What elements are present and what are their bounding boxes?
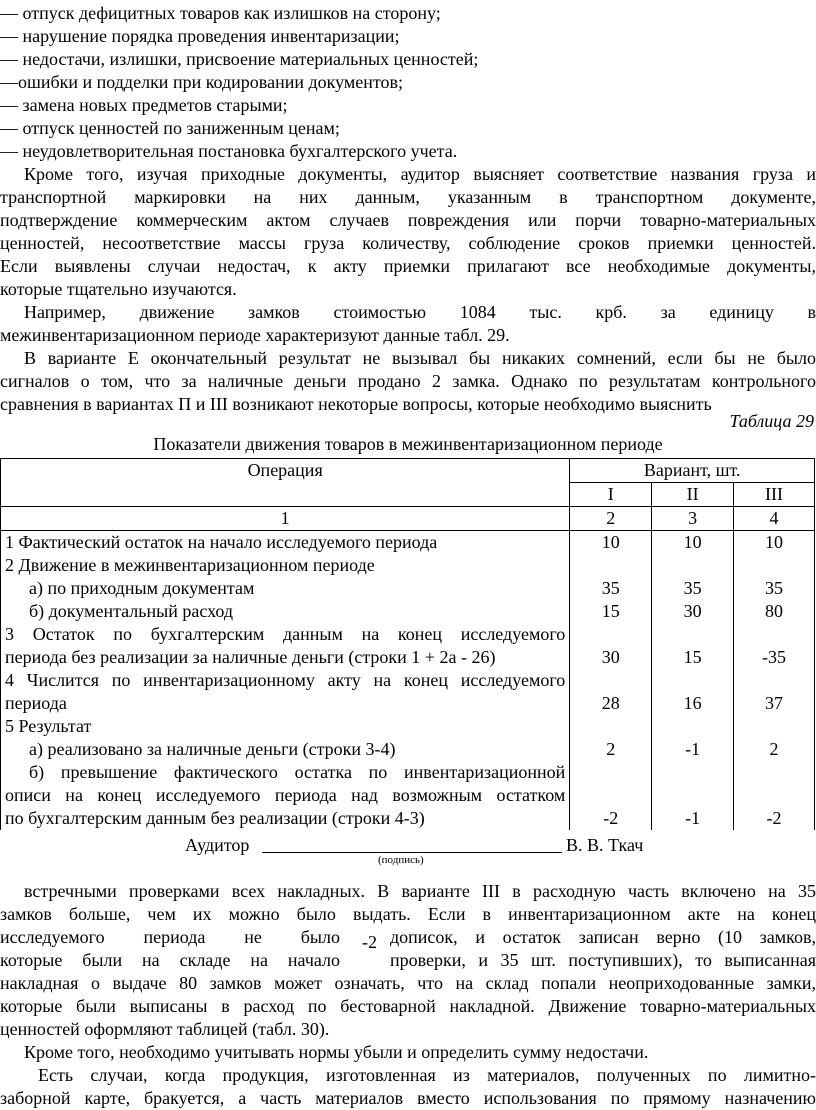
operation-label: 5 Результат — [5, 716, 92, 736]
paragraph-line: которые тщательно изучаются. — [0, 279, 237, 299]
signature-name: В. В. Ткач — [566, 835, 644, 855]
table-row — [1, 554, 815, 577]
paragraph-line: межинвентаризационном периоде характеризуют данные табл. 29. — [0, 325, 510, 345]
index-cell: 3 — [652, 507, 734, 531]
paragraph-line: В варианте Е окончательный результат не вызывал бы никаких сомнений, если бы не было — [24, 348, 816, 368]
header-operation: Операция — [1, 459, 570, 507]
value-cell: 30 — [652, 600, 734, 623]
operation-label: б) документальный расход — [29, 601, 234, 621]
list-item: — замена новых предметов старыми; — [0, 95, 288, 115]
value-cell: -2 — [734, 761, 815, 830]
list-item: — отпуск ценностей по заниженным ценам; — [0, 118, 340, 138]
paragraph-line: Если выявлены случаи недостач, к акту приемки прилагают все необходимые документы, — [0, 256, 816, 276]
value-cell: 28 — [570, 669, 652, 715]
operation-label: б) превышение фактического остатка по инвентаризационной — [29, 762, 566, 782]
index-cell: 1 — [1, 507, 570, 531]
paragraph-line: Кроме того, необходимо учитывать нормы убыли и определить сумму недостачи. — [24, 1042, 649, 1062]
table-header-row — [1, 459, 815, 483]
value-cell: 10 — [652, 531, 734, 555]
table-row — [1, 531, 815, 555]
operation-cell — [1, 738, 570, 761]
paragraph-line: дописок, и остаток записан верно (10 замков, — [390, 927, 816, 947]
value-cell: 16 — [652, 669, 734, 715]
paragraph-line: накладная о выдаче 80 замков может означать, что на склад попали неоприходованные замки, — [0, 973, 816, 993]
operation-cell — [1, 761, 570, 830]
table-index-row — [1, 507, 815, 531]
value-cell: 35 — [652, 577, 734, 600]
signature-line — [262, 852, 562, 853]
paragraph-line: проверки, и 35 шт. поступивших), то выписанная — [390, 950, 816, 970]
operation-cell — [1, 531, 570, 555]
table-row — [1, 600, 815, 623]
index-cell: 4 — [734, 507, 815, 531]
paragraph-line: замков больше, чем их можно было выдать. Если в инвентаризационном акте на конец — [0, 904, 816, 924]
value-cell — [652, 715, 734, 738]
paragraph-line: Например, движение замков стоимостью 1084 тыс. крб. за единицу в — [24, 302, 816, 322]
operation-cell — [1, 577, 570, 600]
value-cell: 35 — [734, 577, 815, 600]
paragraph-line: исследуемого периода не было — [0, 927, 340, 947]
paragraph-line: Кроме того, изучая приходные документы, аудитор выясняет соответствие названия груза и — [24, 164, 816, 184]
table-number: Таблица 29 — [729, 411, 814, 431]
value-cell: 37 — [734, 669, 815, 715]
paragraph-line: которые были на складе на начало — [0, 950, 340, 970]
list-item: — недостачи, излишки, присвоение материальных ценностей; — [0, 49, 479, 69]
movement-table — [0, 458, 815, 830]
operation-label: периода без реализации за наличные деньги (строки 1 + 2а - 26) — [5, 647, 496, 667]
header-variant: Вариант, шт. — [570, 459, 815, 483]
value-cell: 10 — [734, 531, 815, 555]
paragraph-line: сигналов о том, что за наличные деньги продано 2 замка. Однако по результатам контрольного — [0, 371, 816, 391]
list-item: —ошибки и подделки при кодировании документов; — [0, 72, 404, 92]
value-cell: -35 — [734, 623, 815, 669]
operation-label: описи на конец исследуемого периода над возможным остатком — [5, 785, 566, 805]
value-cell: -1 — [652, 761, 734, 830]
paragraph-line: Есть случаи, когда продукция, изготовленная из материалов, полученных по лимитно- — [38, 1065, 816, 1085]
value-cell: 2 — [570, 738, 652, 761]
header-variant-2: II — [652, 483, 734, 507]
operation-label: 1 Фактический остаток на начало исследуемого периода — [5, 532, 438, 552]
operation-label: 3 Остаток по бухгалтерским данным на конец исследуемого — [5, 624, 566, 644]
table-row — [1, 577, 815, 600]
paragraph-line: заборной карте, бракуется, а часть материалов вместо использования по прямому назначению — [0, 1088, 816, 1108]
value-cell: -1 — [652, 738, 734, 761]
operation-cell — [1, 600, 570, 623]
table-row — [1, 669, 815, 715]
value-cell: 15 — [652, 623, 734, 669]
paragraph-line: ценностей, несоответствие массы груза количеству, соблюдение сроков приемки ценностей. — [0, 233, 816, 253]
value-cell — [734, 554, 815, 577]
operation-label: периода — [5, 693, 67, 713]
operation-label: 4 Числится по инвентаризационному акту на конец исследуемого — [5, 670, 566, 690]
signature-role: Аудитор — [185, 835, 250, 855]
value-cell — [570, 715, 652, 738]
value-cell — [570, 554, 652, 577]
header-variant-3: III — [734, 483, 815, 507]
paragraph-line: которые были выписаны в расход по бестоварной накладной. Движение товарно-материальных — [0, 996, 816, 1016]
value-cell — [652, 554, 734, 577]
list-item: — неудовлетворительная постановка бухгалтерского учета. — [0, 141, 458, 161]
value-cell: 10 — [570, 531, 652, 555]
value-cell: 80 — [734, 600, 815, 623]
table-body — [1, 531, 815, 831]
list-item: — отпуск дефицитных товаров как излишков на сторону; — [0, 3, 441, 23]
operation-label: 2 Движение в межинвентаризационном периоде — [5, 555, 375, 575]
table-row — [1, 761, 815, 830]
paragraph-line: транспортной маркировки на них данным, указанным в транспортном документе, — [0, 187, 816, 207]
operation-label: а) реализовано за наличные деньги (строки 3-4) — [29, 739, 396, 759]
header-variant-1: I — [570, 483, 652, 507]
paragraph-line: сравнения в вариантах П и III возникают некоторые вопросы, которые необходимо выяснить — [0, 394, 712, 414]
table-row — [1, 738, 815, 761]
value-cell: -2 — [570, 761, 652, 830]
table-row — [1, 623, 815, 669]
operation-cell — [1, 669, 570, 715]
operation-cell — [1, 554, 570, 577]
operation-label: по бухгалтерским данным без реализации (строки 4-3) — [5, 808, 425, 828]
value-cell — [734, 715, 815, 738]
signature-caption: (подпись) — [378, 854, 424, 866]
table-title: Показатели движения товаров в межинвентаризационном периоде — [153, 434, 663, 454]
operation-cell — [1, 623, 570, 669]
value-cell: 35 — [570, 577, 652, 600]
paragraph-line: ценностей оформляют таблицей (табл. 30). — [0, 1019, 330, 1039]
list-item: — нарушение порядка проведения инвентаризации; — [0, 26, 400, 46]
value-cell: 30 — [570, 623, 652, 669]
stray-number: -2 — [362, 932, 377, 952]
value-cell: 2 — [734, 738, 815, 761]
value-cell: 15 — [570, 600, 652, 623]
operation-label: а) по приходным документам — [29, 578, 255, 598]
index-cell: 2 — [570, 507, 652, 531]
operation-cell — [1, 715, 570, 738]
paragraph-line: встречными проверками всех накладных. В варианте III в расходную часть включено на 35 — [24, 881, 816, 901]
table-row — [1, 715, 815, 738]
paragraph-line: подтверждение коммерческим актом случаев повреждения или порчи товарно-материальных — [0, 210, 816, 230]
